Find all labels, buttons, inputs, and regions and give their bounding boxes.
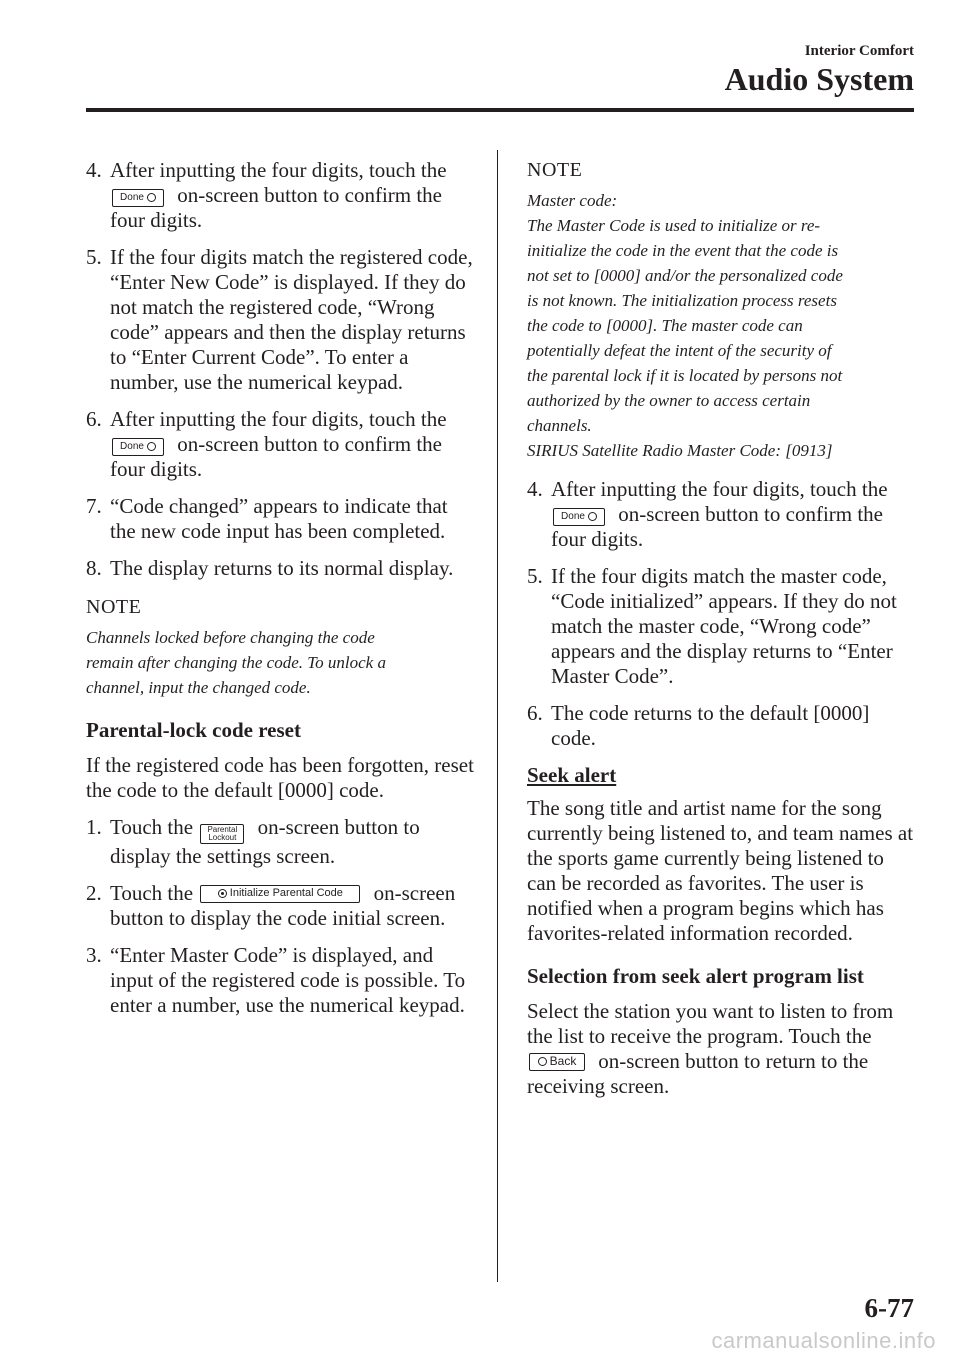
step-item [86,245,478,395]
note-line: channels. [527,416,592,435]
reset-intro: If the registered code has been forgotten, reset the code to the default [0000] code. [86,753,474,802]
note-line: Channels locked before changing the code [86,628,375,647]
step-text-after: on-screen button to display the settings screen. [110,815,420,868]
note-body [86,625,478,700]
done-button [553,508,605,526]
note-heading: NOTE [86,596,142,618]
back-label: Back [549,1054,577,1068]
step-item [527,564,914,689]
step-item [86,556,478,581]
step-number: 5. [86,245,102,269]
done-label: Done [120,441,144,452]
step-item [527,477,914,552]
step-text-before: After inputting the four digits, touch the [110,158,447,182]
initialize-label: Initialize Parental Code [229,887,343,899]
note-line: Master code: [527,191,618,210]
section-label: Interior Comfort [804,43,914,59]
step-text: “Enter Master Code” is displayed, and input of the registered code is possible. To enter a number, use the numerical keypad. [110,943,466,1017]
step-text-before: After inputting the four digits, touch the [110,407,447,431]
step-number: 3. [86,943,102,967]
page-title: Audio System [724,61,914,97]
step-number: 5. [527,564,543,588]
step-number: 1. [86,815,102,839]
step-number: 6. [86,407,102,431]
step-text: If the four digits match the master code, “Code initialized” appears. If they do not match the master code, “Wrong code” appears and the display returns to “Enter Master Code”. [551,564,897,688]
step-number: 7. [86,494,102,518]
step-text-after: on-screen button to confirm the four digits. [110,183,443,232]
note-line: channel, input the changed code. [86,678,311,697]
note-body [527,188,914,463]
step-number: 2. [86,881,102,905]
step-number: 4. [527,477,543,501]
step-text: The code returns to the default [0000] code. [551,701,870,750]
note-line: SIRIUS Satellite Radio Master Code: [0913] [527,441,833,460]
done-label: Done [561,511,585,522]
step-text-after: on-screen button to display the code initial screen. [110,881,456,930]
reset-heading: Parental-lock code reset [86,718,301,742]
note-heading: NOTE [527,159,583,181]
selection-text-after: on-screen button to return to the receiving screen. [527,1049,869,1098]
check-circle-icon [147,442,156,451]
note-line: the parental lock if it is located by persons not [527,366,843,385]
back-arrow-icon [538,1057,547,1066]
step-text-before: Touch the [110,881,194,905]
step-text [110,881,478,931]
column-divider [497,150,498,1282]
header-rule [86,108,914,112]
step-number: 4. [86,158,102,182]
done-button [112,189,164,207]
note-line: The Master Code is used to initialize or re- [527,216,821,235]
parental-lockout-button [200,824,244,844]
step-text: The display returns to its normal display. [110,556,454,580]
step-item [86,943,478,1018]
step-item [527,701,914,751]
step-number: 8. [86,556,102,580]
step-item [86,494,478,544]
note-line: is not known. The initialization process resets [527,291,837,310]
parental-label-line2: Lockout [208,833,237,842]
right-column [527,158,914,1111]
step-text-before: After inputting the four digits, touch the [551,477,888,501]
note-line: initialize the code in the event that the code is [527,241,839,260]
note-line: not set to [0000] and/or the personalized code [527,266,843,285]
selection-text [527,999,914,1099]
check-circle-icon [147,193,156,202]
step-text: “Code changed” appears to indicate that the new code input has been completed. [110,494,448,543]
step-text: If the four digits match the registered code, “Enter New Code” is displayed. If they do not match the registered code, “Wrong code” appears and then the display returns to “Enter Current Code”. To enter a number, use the numerical keypad. [110,245,473,394]
done-button [112,438,164,456]
step-number: 6. [527,701,543,725]
watermark: carmanualsonline.info [711,1328,936,1353]
left-column [86,158,478,1030]
step-text-after: on-screen button to confirm the four digits. [110,432,443,481]
back-button [529,1053,585,1071]
selection-text-before: Select the station you want to listen to from the list to receive the program. Touch the [527,999,894,1048]
step-item [86,158,478,233]
note-line: the code to [0000]. The master code can [527,316,803,335]
step-text-before: Touch the [110,815,194,839]
initialize-parental-code-button [200,885,360,903]
done-label: Done [120,192,144,203]
step-item [86,407,478,482]
step-text [110,158,478,233]
seek-alert-text: The song title and artist name for the song currently being listened to, and team names at the sports game currently being listened to can be recorded as favorites. The user is notified when a program begins which has favorites-related information recorded. [527,796,914,945]
note-line: authorized by the owner to access certain [527,391,811,410]
page-number: 6-77 [864,1293,914,1323]
step-text [110,407,478,482]
step-text [110,815,478,869]
note-line: remain after changing the code. To unlock a [86,653,386,672]
step-text [551,477,914,552]
radio-icon [218,889,227,898]
note-line: potentially defeat the intent of the security of [527,341,832,360]
step-item [86,815,478,869]
parental-label-line1: Parental [207,825,238,834]
step-item [86,881,478,931]
check-circle-icon [588,512,597,521]
step-text-after: on-screen button to confirm the four digits. [551,502,884,551]
seek-alert-heading: Seek alert [527,763,617,787]
selection-heading: Selection from seek alert program list [527,964,864,988]
